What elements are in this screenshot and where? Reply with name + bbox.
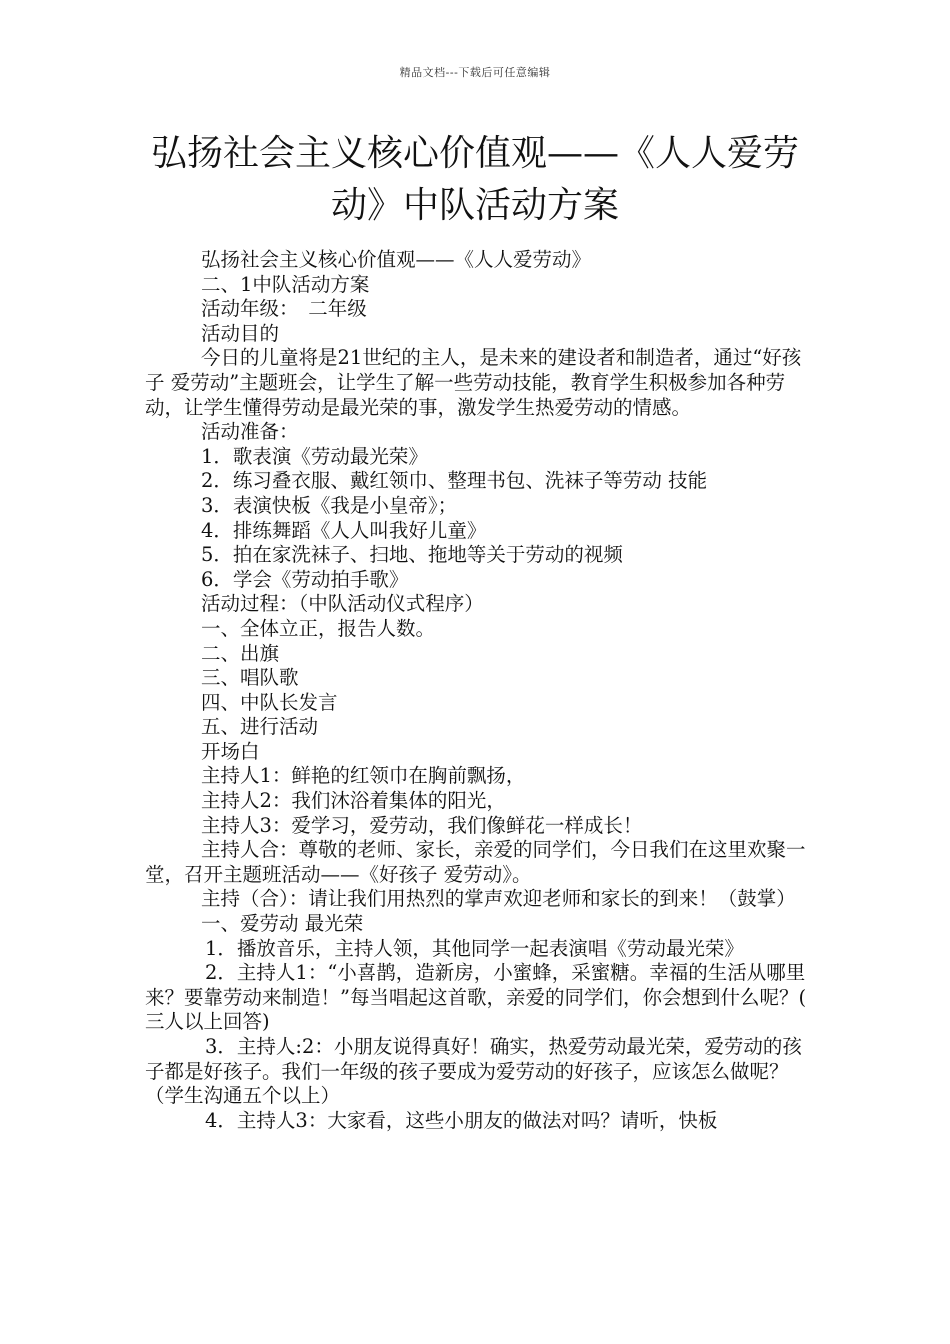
list-item: 四、中队长发言 xyxy=(201,690,338,714)
document-body xyxy=(145,248,813,1133)
page-header: 精品文档---下载后可任意编辑 xyxy=(399,66,551,79)
list-item: 6．学会《劳动拍手歌》 xyxy=(201,567,409,591)
document-title: 弘扬社会主义核心价值观——《人人爱劳动》中队活动方案 xyxy=(150,133,799,226)
section-heading: 开场白 xyxy=(201,739,260,763)
paragraph: 3．主持人:2：小朋友说得真好！确实，热爱劳动最光荣，爱劳动的孩子都是好孩子。我们一年级的孩子要成为爱劳动的好孩子，应该怎么做呢？（学生沟通五个以上） xyxy=(145,1035,802,1108)
paragraph: 今日的儿童将是21世纪的主人，是未来的建设者和制造者，通过“好孩子 爱劳动”主题班会，让学生了解一些劳动技能，教育学生积极参加各种劳动，让学生懂得劳动是最光荣的事，激发学生热爱劳动的情感。 xyxy=(145,346,802,419)
section-heading: 活动准备： xyxy=(201,420,299,444)
paragraph: 1．播放音乐，主持人领，其他同学一起表演唱《劳动最光荣》 xyxy=(205,936,744,960)
list-item: 4．排练舞蹈《人人叫我好儿童》 xyxy=(201,518,487,542)
list-item: 1．歌表演《劳动最光荣》 xyxy=(201,444,428,468)
paragraph: 主持人3：爱学习，爱劳动，我们像鲜花一样成长！ xyxy=(201,813,643,837)
paragraph: 二、1中队活动方案 xyxy=(201,272,370,296)
paragraph: 主持人合：尊敬的老师、家长，亲爱的同学们，今日我们在这里欢聚一堂，召开主题班活动——《好孩子 爱劳动》。 xyxy=(145,838,806,886)
section-heading: 活动过程：（中队活动仪式程序） xyxy=(201,592,484,616)
list-item: 五、进行活动 xyxy=(201,715,319,739)
list-item: 5．拍在家洗袜子、扫地、拖地等关于劳动的视频 xyxy=(201,543,623,567)
list-item: 二、出旗 xyxy=(201,641,280,665)
paragraph: 活动年级： 二年级 xyxy=(201,297,367,321)
paragraph: 主持（合）：请让我们用热烈的掌声欢迎老师和家长的到来！（鼓掌） xyxy=(201,887,796,911)
list-item: 3．表演快板《我是小皇帝》； xyxy=(201,493,458,517)
paragraph: 弘扬社会主义核心价值观——《人人爱劳动》 xyxy=(201,248,592,271)
paragraph: 主持人1：鲜艳的红领巾在胸前飘扬， xyxy=(201,764,526,788)
paragraph: 2．主持人1：“小喜鹊，造新房，小蜜蜂，采蜜糖。幸福的生活从哪里来？要靠劳动来制造！”每当唱起这首歌，亲爱的同学们，你会想到什么呢？( 三人以上回答) xyxy=(145,961,807,1034)
section-heading: 一、爱劳动 最光荣 xyxy=(201,912,364,936)
paragraph: 主持人2：我们沐浴着集体的阳光， xyxy=(201,789,506,813)
paragraph: 4．主持人3：大家看，这些小朋友的做法对吗？请听，快板 xyxy=(205,1108,718,1132)
list-item: 2．练习叠衣服、戴红领巾、整理书包、洗袜子等劳动 技能 xyxy=(201,469,708,493)
list-item: 三、唱队歌 xyxy=(201,666,299,690)
list-item: 一、全体立正，报告人数。 xyxy=(201,616,436,640)
section-heading: 活动目的 xyxy=(201,321,280,345)
